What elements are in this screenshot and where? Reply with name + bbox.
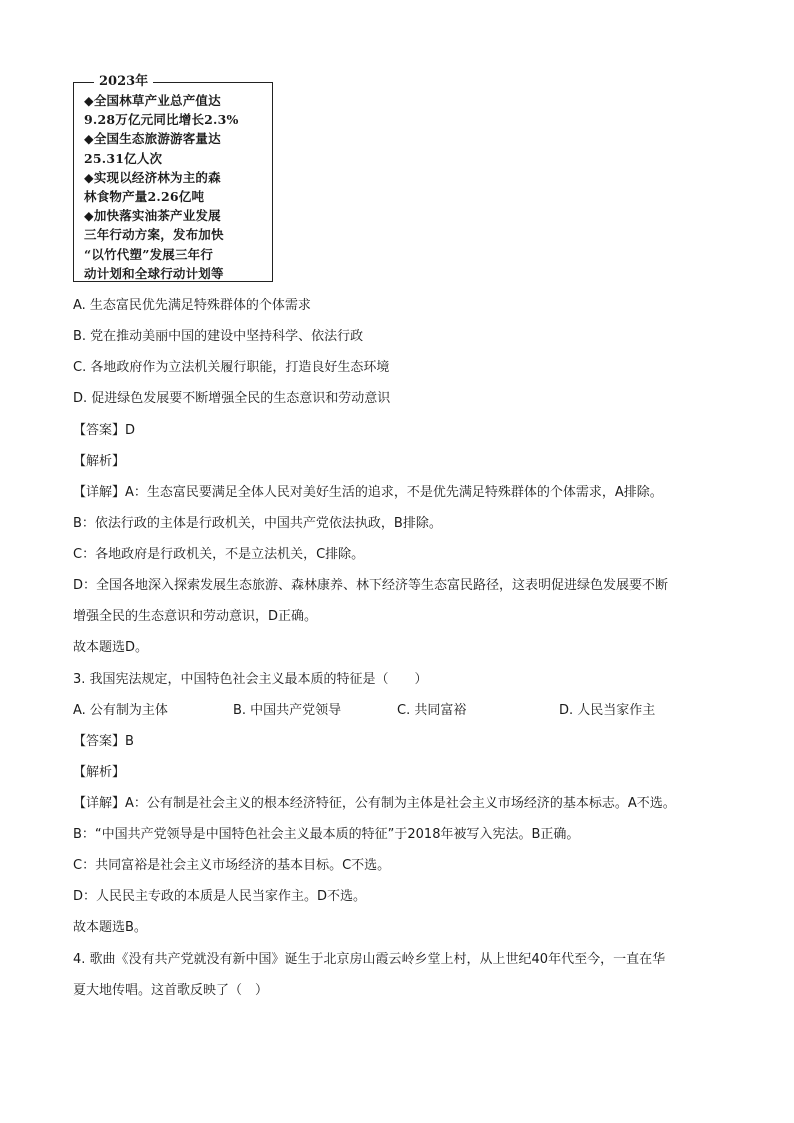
q3-detail-line: C：共同富裕是社会主义市场经济的基本目标。C不选。 [73,858,391,873]
infobox-line: “以竹代塑”发展三年行 [84,246,214,262]
q4-stem-line: 夏大地传唱。这首歌反映了（ ） [73,983,269,998]
q2-conclusion: 故本题选D。 [73,640,149,655]
infobox-body [84,91,266,283]
q3-option-b: B. 中国共产党领导 [233,703,342,718]
q3-conclusion: 故本题选B。 [73,920,147,935]
infobox-line: 三年行动方案，发布加快 [84,227,224,243]
infobox-line: ◆实现以经济林为主的森 [84,169,221,185]
q2-detail-line: C：各地政府是行政机关，不是立法机关，C排除。 [73,547,365,562]
q2-detail-line: B：依法行政的主体是行政机关，中国共产党依法执政，B排除。 [73,516,442,531]
q2-option-b: B. 党在推动美丽中国的建设中坚持科学、依法行政 [73,329,364,344]
infobox-line: ◆加快落实油茶产业发展 [84,208,221,224]
q3-detail-line: D：人民民主专政的本质是人民当家作主。D不选。 [73,889,367,904]
q3-options [73,702,693,720]
q2-detail-line: D：全国各地深入探索发展生态旅游、森林康养、林下经济等生态富民路径，这表明促进绿色发展要不断 [73,578,669,593]
q3-stem: 3. 我国宪法规定，中国特色社会主义最本质的特征是（ ） [73,672,428,687]
q2-detail-line: 【详解】A：生态富民要满足全体人民对美好生活的追求，不是优先满足特殊群体的个体需求，A排除。 [73,485,663,500]
q3-detail-line: 【详解】A：公有制是社会主义的根本经济特征，公有制为主体是社会主义市场经济的基本标志。A不选。 [73,796,676,811]
q2-analysis-heading: 【解析】 [73,454,126,469]
q3-option-d: D. 人民当家作主 [559,703,656,718]
q3-option-c: C. 共同富裕 [397,703,467,718]
infobox-title: 2023年 [94,74,153,90]
q2-option-c: C. 各地政府作为立法机关履行职能，打造良好生态环境 [73,360,390,375]
infobox-line: ◆全国生态旅游游客量达 [84,131,221,147]
q4-stem-line: 4. 歌曲《没有共产党就没有新中国》诞生于北京房山霞云岭乡堂上村，从上世纪40年代至今，一直在华 [73,952,666,967]
q3-option-a: A. 公有制为主体 [73,703,168,718]
q2-option-d: D. 促进绿色发展要不断增强全民的生态意识和劳动意识 [73,391,391,406]
q3-answer: 【答案】B [73,734,134,749]
infobox-line: 动计划和全球行动计划等 [84,265,224,281]
q2-detail-line: 增强全民的生态意识和劳动意识，D正确。 [73,609,318,624]
infobox-line: 林食物产量2.26亿吨 [84,189,205,205]
infobox-line: 9.28万亿元同比增长2.3% [84,112,239,128]
q3-analysis-heading: 【解析】 [73,765,126,780]
infobox-line: ◆全国林草产业总产值达 [84,93,221,108]
q3-detail-line: B：“中国共产党领导是中国特色社会主义最本质的特征”于2018年被写入宪法。B正确。 [73,827,580,842]
data-infobox [73,74,273,282]
q2-answer: 【答案】D [73,423,136,438]
q2-option-a: A. 生态富民优先满足特殊群体的个体需求 [73,298,311,313]
infobox-line: 25.31亿人次 [84,150,163,166]
